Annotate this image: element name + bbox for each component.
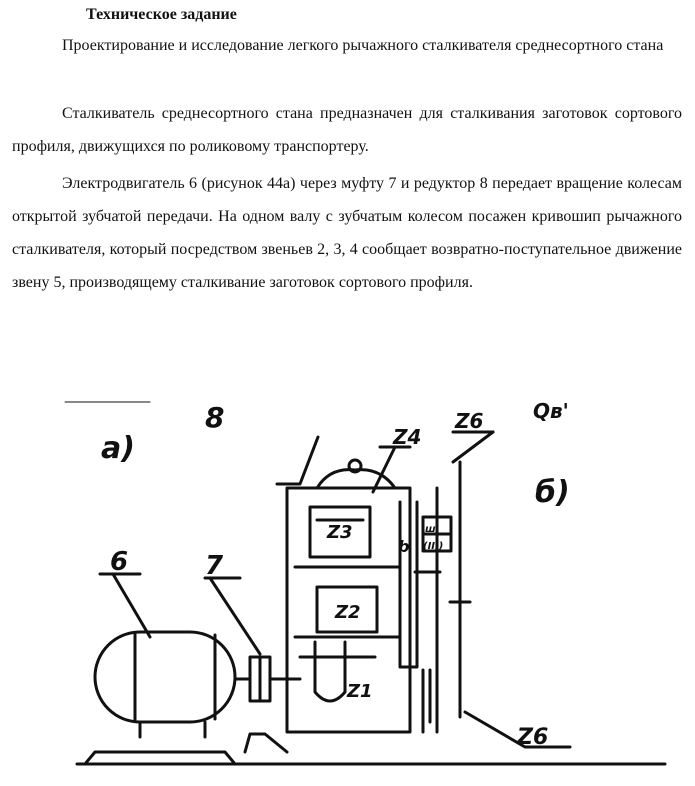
- coupling-base: [245, 734, 287, 752]
- motor-base: [85, 752, 235, 764]
- paragraph-1-text: Проектирование и исследование легкого рычажного сталкивателя среднесортного стана: [62, 37, 664, 54]
- label-qb: Qв': [533, 399, 569, 423]
- label-reducer-8: 8: [205, 401, 225, 434]
- label-z2: Z2: [335, 602, 361, 623]
- document-heading: Техническое задание: [86, 6, 237, 23]
- label-z3: Z3: [327, 522, 353, 543]
- gear-z1: [315, 642, 345, 701]
- label-z4: Z4: [393, 425, 422, 449]
- paragraph-2-text: Сталкиватель среднесортного стана предназначен для сталкивания заготовок сортового профиля, движущихся по роликовому транспортеру.: [12, 105, 682, 155]
- label-b: б): [535, 475, 570, 510]
- mechanism-figure: [55, 392, 675, 784]
- label-z6-top: Z6: [455, 409, 484, 433]
- paragraph-1: [12, 29, 682, 62]
- label-b-small: b: [398, 537, 410, 556]
- label-a: а): [101, 431, 135, 466]
- mechanism-schematic: [55, 392, 675, 784]
- leader-z6-top: [453, 432, 493, 462]
- label-hatch-top: ш: [425, 524, 436, 535]
- paragraph-3: [12, 167, 682, 299]
- lower-links: [423, 670, 430, 732]
- label-z1: Z1: [347, 681, 373, 702]
- motor-feet: [140, 722, 205, 737]
- paragraph-3-text: Электродвигатель 6 (рисунок 44а) через муфту 7 и редуктор 8 передает вращение колесам открытой зубчатой передачи. На одном валу с зубчатым колесом посажен кривошип рычажного сталкивателя, который посредством звеньев 2, 3, 4 сообщает возвратно-поступательное движение звену 5, производящему сталкивание заготовок сортового профиля.: [12, 175, 682, 291]
- label-hatch-bottom: (III): [423, 541, 444, 552]
- label-z6-bottom: Z6: [517, 725, 549, 750]
- label-coupling-7: 7: [205, 551, 224, 581]
- leader-motor: [113, 574, 150, 637]
- leader-reducer: [277, 437, 318, 484]
- label-motor-6: 6: [110, 547, 129, 577]
- paragraph-2: [12, 97, 682, 163]
